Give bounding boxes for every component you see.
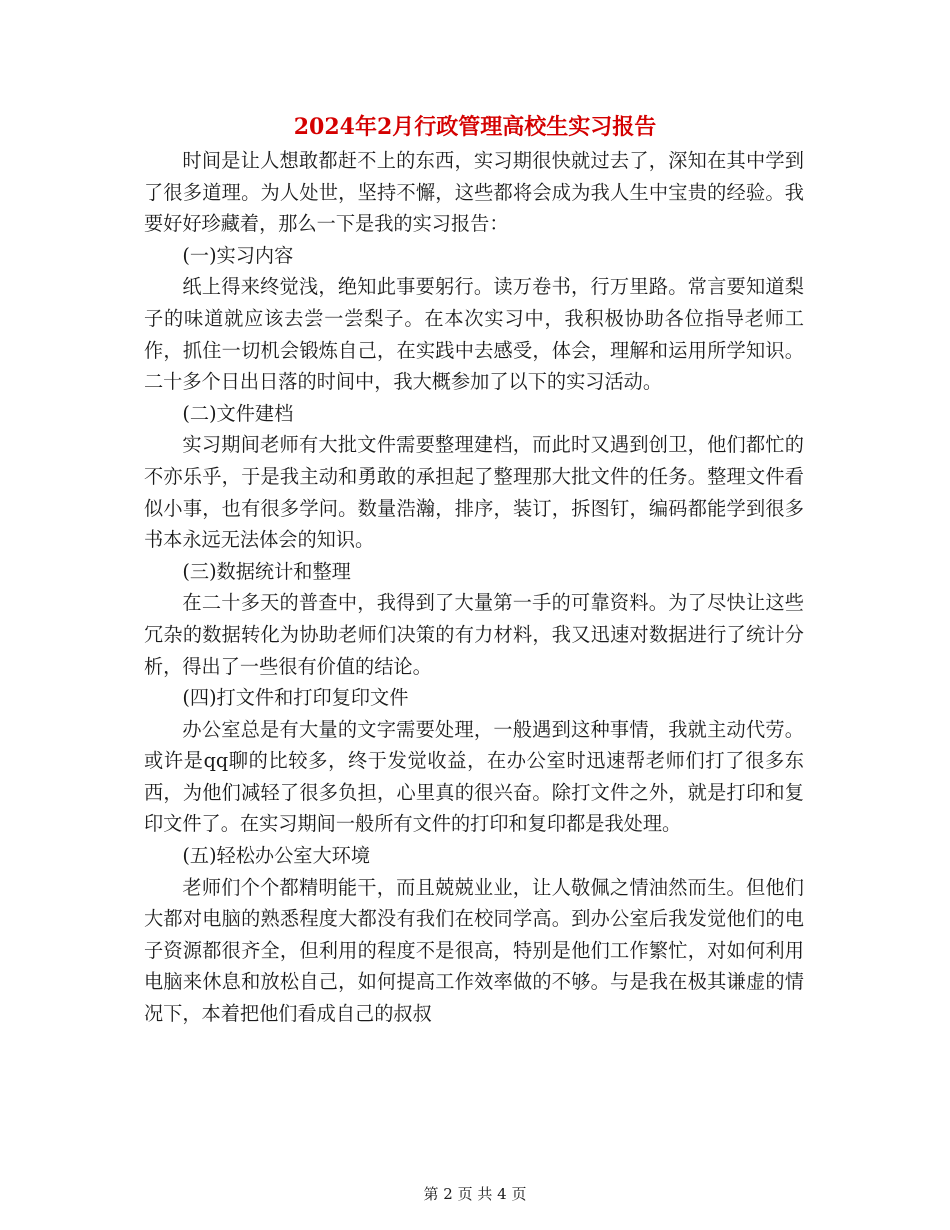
section-heading-3: (三)数据统计和整理 <box>182 559 351 583</box>
page-footer: 第 2 页 共 4 页 <box>423 1185 527 1203</box>
paragraph-3: 在二十多天的普查中，我得到了大量第一手的可靠资料。为了尽快让这些冗杂的数据转化为协助老师们决策的有力材料，我又迅速对数据进行了统计分析，得出了一些很有价值的结论。 <box>144 591 804 678</box>
paragraph-2: 实习期间老师有大批文件需要整理建档，而此时又遇到创卫，他们都忙的不亦乐乎，于是我主动和勇敢的承担起了整理那大批文件的任务。整理文件看似小事，也有很多学问。数量浩瀚，排序，装订，拆图钉，编码都能学到很多书本永远无法体会的知识。 <box>144 433 804 552</box>
section-heading-4: (四)打文件和打印复印文件 <box>182 686 409 710</box>
document-body <box>144 145 804 1030</box>
paragraph-4: 办公室总是有大量的文字需要处理，一般遇到这种事情，我就主动代劳。或许是qq聊的比较多，终于发觉收益，在办公室时迅速帮老师们打了很多东西，为他们减轻了很多负担，心里真的很兴奋。除打文件之外，就是打印和复印文件了。在实习期间一般所有文件的打印和复印都是我处理。 <box>144 717 804 836</box>
document-title: 2024年2月行政管理高校生实习报告 <box>293 114 657 140</box>
paragraph-1: 纸上得来终觉浅，绝知此事要躬行。读万卷书，行万里路。常言要知道梨子的味道就应该去尝一尝梨子。在本次实习中，我积极协助各位指导老师工作，抓住一切机会锻炼自己，在实践中去感受，体会，理解和运用所学知识。二十多个日出日落的时间中，我大概参加了以下的实习活动。 <box>144 275 804 394</box>
section-heading-2: (二)文件建档 <box>182 401 294 425</box>
section-heading-5: (五)轻松办公室大环境 <box>182 844 371 868</box>
paragraph-intro: 时间是让人想敢都赶不上的东西，实习期很快就过去了，深知在其中学到了很多道理。为人处世，坚持不懈，这些都将会成为我人生中宝贵的经验。我要好好珍藏着，那么一下是我的实习报告： <box>144 149 804 236</box>
section-heading-1: (一)实习内容 <box>182 243 294 267</box>
paragraph-5: 老师们个个都精明能干，而且兢兢业业，让人敬佩之情油然而生。但他们大都对电脑的熟悉程度大都没有我们在校同学高。到办公室后我发觉他们的电子资源都很齐全，但利用的程度不是很高，特别是他们工作繁忙，对如何利用电脑来休息和放松自己，如何提高工作效率做的不够。与是我在极其谦虚的情况下，本着把他们看成自己的叔叔 <box>144 875 804 1026</box>
